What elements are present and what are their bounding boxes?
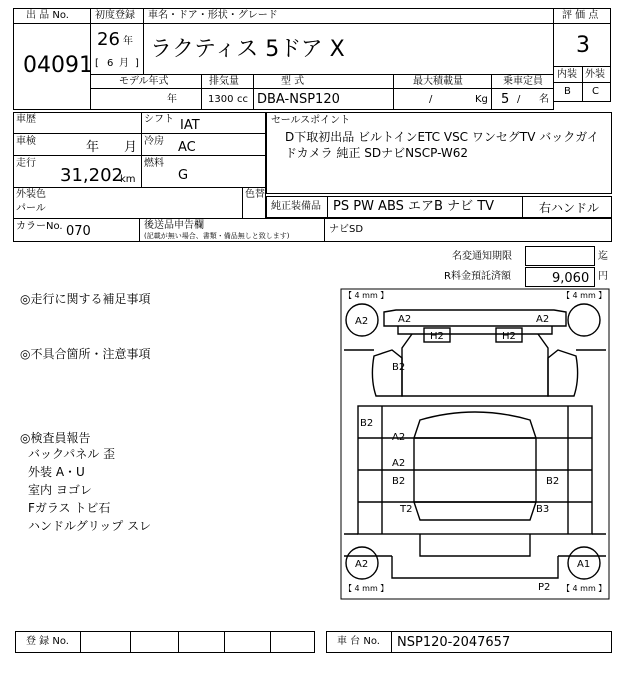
recycle-value: 9,060 <box>552 271 590 286</box>
color-no-box <box>13 218 140 242</box>
chassis-no-box <box>326 631 612 653</box>
mark-front-bumper-right: A2 <box>536 314 550 325</box>
registration-month-open: [ <box>95 58 99 69</box>
model-year-unit: 年 <box>167 94 177 105</box>
inspection-label: 車検 <box>16 136 36 147</box>
ac-label: 冷房 <box>144 136 164 147</box>
color-change-label: 色替 <box>245 189 265 200</box>
exterior-grade: C <box>592 86 599 97</box>
post-declaration-value-box <box>324 218 612 242</box>
registration-month: 6 <box>107 58 114 69</box>
mark-right-quarter: B3 <box>536 504 550 515</box>
fender-left <box>372 350 402 396</box>
tire-fl-depth: 【 4 mm 】 <box>344 291 389 300</box>
mark-front-left-circle: A2 <box>355 316 369 327</box>
mark-front-door-left: B2 <box>360 418 374 429</box>
model-year-label: モデル年式 <box>119 76 169 87</box>
inspector-line-3: 室内 ヨゴレ <box>28 483 92 497</box>
rear-hatch <box>420 534 530 556</box>
mark-headlight-left: H2 <box>430 331 444 342</box>
chassis-no: NSP120-2047657 <box>397 635 511 650</box>
rating-box <box>553 8 611 102</box>
inspector-line-5: ハンドルグリップ スレ <box>28 519 152 533</box>
name-change-value <box>525 246 595 266</box>
lot-number: 04091 <box>23 53 93 78</box>
fender-right <box>548 350 578 396</box>
ac-value: AC <box>178 140 196 155</box>
specs-row <box>90 74 554 110</box>
handle-box <box>522 196 612 218</box>
registration-no-label: 登 録 No. <box>26 636 69 647</box>
first-registration-box <box>90 8 144 75</box>
exterior-label: 外装 <box>585 69 605 80</box>
sales-point-line-1: D下取初出品 ビルトインETC VSC ワンセグTV バックガイ <box>285 130 599 144</box>
mark-fender-left: B2 <box>392 362 406 373</box>
mark-front-bumper-left: A2 <box>398 314 412 325</box>
max-load-unit: Kg <box>475 94 488 105</box>
recycle-label: R料金預託済額 <box>444 271 511 282</box>
mark-roof-c: B2 <box>392 476 406 487</box>
capacity-label: 乗車定員 <box>503 76 543 87</box>
mark-rear-right-circle: A1 <box>577 559 591 570</box>
history-label: 車歴 <box>16 114 36 125</box>
rating-label: 評 価 点 <box>562 10 599 21</box>
inspector-report-label: ◎検査員報告 <box>20 431 91 445</box>
displacement-label: 排気量 <box>209 76 239 87</box>
defects-label: ◎不具合箇所・注意事項 <box>20 347 151 361</box>
registration-year: 26 <box>97 29 120 50</box>
handle-value: 右ハンドル <box>539 201 600 215</box>
registration-year-unit: 年 <box>123 36 133 47</box>
hood <box>402 334 548 396</box>
sales-point-label: セールスポイント <box>271 115 351 126</box>
tire-fr-depth: 【 4 mm 】 <box>562 291 607 300</box>
side-line-left-bottom <box>344 534 392 556</box>
interior-label: 内装 <box>557 69 577 80</box>
car-name-box <box>143 8 554 75</box>
first-registration-label: 初度登録 <box>95 10 135 21</box>
capacity-separator: / <box>517 94 521 105</box>
car-damage-diagram <box>340 288 610 600</box>
mileage-value: 31,202 <box>60 165 123 186</box>
inspection-month-unit: 月 <box>124 140 138 155</box>
model-type: DBA-NSP120 <box>257 92 340 107</box>
chassis-no-label: 車 台 No. <box>337 636 380 647</box>
inspector-line-1: バックパネル 歪 <box>28 447 116 461</box>
shift-value: IAT <box>180 118 200 133</box>
sales-point-line-2: ドカメラ 純正 SDナビNSCP-W62 <box>285 146 469 160</box>
wheel-front-right <box>568 304 600 336</box>
max-load-label: 最大積載量 <box>413 76 463 87</box>
inspection-year-unit: 年 <box>86 140 100 155</box>
car-name-label: 車名・ドア・形状・グレード <box>148 10 278 21</box>
post-declaration-label: 後送品申告欄 <box>144 220 204 231</box>
sales-point-box <box>266 112 612 194</box>
inspector-line-2: 外装 A・U <box>28 465 85 479</box>
vehicle-info-box <box>13 112 266 219</box>
shift-label: シフト <box>144 114 174 125</box>
mark-headlight-right: H2 <box>502 331 516 342</box>
registration-month-unit: 月 <box>119 58 129 69</box>
mark-right-rear-door: B2 <box>546 476 560 487</box>
fuel-label: 燃料 <box>144 158 164 169</box>
tire-rr-depth: 【 4 mm 】 <box>562 584 607 593</box>
name-change-label: 名変通知期限 <box>452 251 512 262</box>
mark-rear-bumper: P2 <box>538 582 551 593</box>
registration-no-box <box>15 631 315 653</box>
side-line-right-bottom <box>558 534 606 556</box>
mark-roof-a: A2 <box>392 432 406 443</box>
post-declaration-box <box>139 218 325 242</box>
driving-remarks-label: ◎走行に関する補足事項 <box>20 292 151 306</box>
name-change-unit: 迄 <box>598 251 608 262</box>
rating-score: 3 <box>576 33 590 58</box>
mark-roof-b: A2 <box>392 458 406 469</box>
mark-left-quarter: T2 <box>400 504 413 515</box>
lot-number-label: 出 品 No. <box>26 10 69 21</box>
lot-number-box <box>13 8 91 110</box>
color-no-label: カラーNo. <box>16 221 63 232</box>
displacement-unit: cc <box>237 94 248 105</box>
color-label: 外装色 <box>16 189 46 200</box>
capacity: 5 <box>501 92 510 107</box>
fuel-value: G <box>178 168 189 183</box>
front-bumper-inner <box>398 326 552 334</box>
equipment-label: 純正装備品 <box>271 201 321 212</box>
cabin-roof <box>414 412 536 520</box>
equipment-value: PS PW ABS エアB ナビ TV <box>333 199 495 214</box>
rear-bumper <box>392 556 558 578</box>
post-declaration-note: (記載が無い場合、書類・備品無しと致します) <box>144 232 290 240</box>
type-label: 型 式 <box>281 76 305 87</box>
interior-grade: B <box>564 86 571 97</box>
capacity-unit: 名 <box>539 94 549 105</box>
body-grid <box>358 406 592 534</box>
color-no-value: 070 <box>66 224 91 239</box>
registration-month-close: ] <box>135 58 139 69</box>
max-load-separator: / <box>429 94 433 105</box>
tire-rl-depth: 【 4 mm 】 <box>344 584 389 593</box>
mark-rear-left-circle: A2 <box>355 559 369 570</box>
displacement: 1300 <box>208 94 234 105</box>
inspector-line-4: Fガラス トビ石 <box>28 501 111 515</box>
car-name: ラクティス 5ドア X <box>150 37 345 62</box>
post-declaration-value: ナビSD <box>329 224 364 235</box>
recycle-value-box <box>525 267 595 287</box>
color-value: パール <box>16 203 46 214</box>
mileage-label: 走行 <box>16 158 36 169</box>
equipment-box <box>266 196 523 218</box>
recycle-unit: 円 <box>598 271 608 282</box>
mileage-unit: km <box>120 174 136 185</box>
